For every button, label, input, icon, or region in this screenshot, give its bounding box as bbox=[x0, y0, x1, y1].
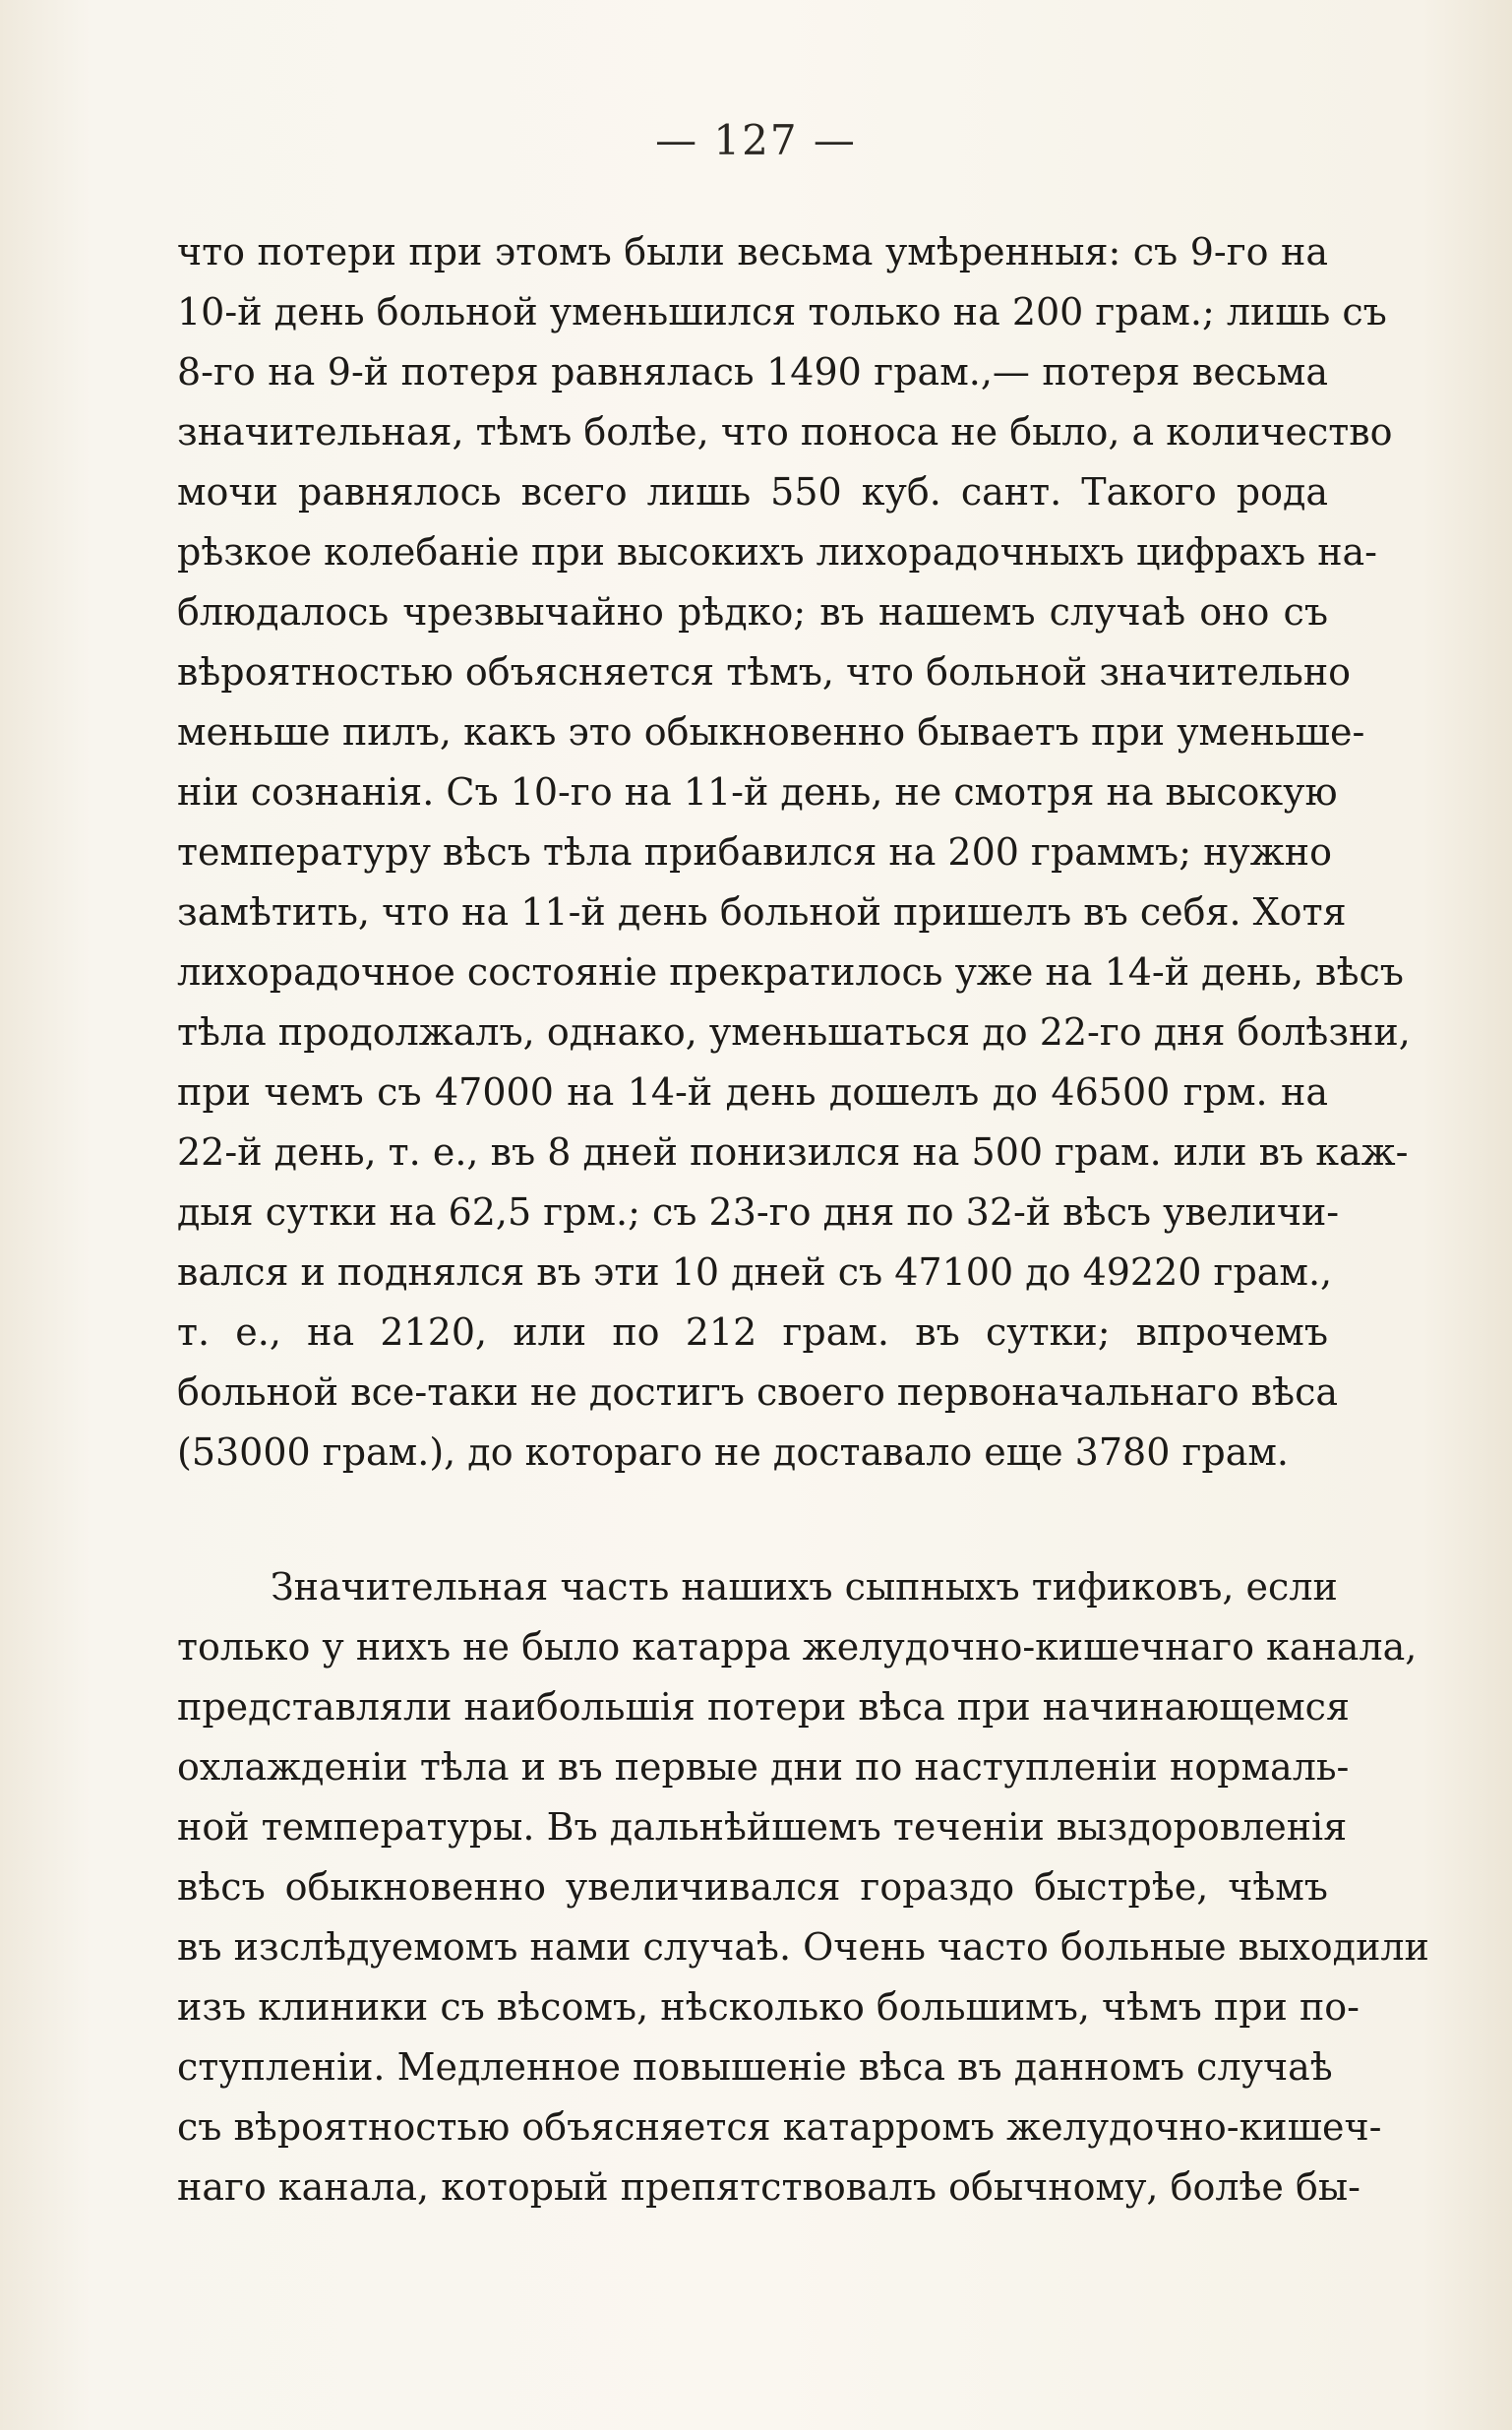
text-line: охлажденiи тѣла и въ первые дни по наступленiи нормаль- bbox=[177, 1745, 1350, 1789]
text-line: 22-й день, т. е., въ 8 дней понизился на 500 грам. или въ каж- bbox=[177, 1130, 1409, 1174]
text-line: температуру вѣсъ тѣла прибавился на 200 граммъ; нужно bbox=[177, 830, 1332, 874]
text-line: только у нихъ не было катарра желудочно-кишечнаго канала, bbox=[177, 1625, 1418, 1669]
text-line: (53000 грам.), до котораго не доставало еще 3780 грам. bbox=[177, 1430, 1289, 1474]
text-line: ступленiи. Медленное повышенiе вѣса въ данномъ случаѣ bbox=[177, 2045, 1333, 2089]
text-line: 8-го на 9-й потеря равнялась 1490 грам.,— потеря весьма bbox=[177, 350, 1328, 394]
text-line: блюдалось чрезвычайно рѣдко; въ нашемъ случаѣ оно съ bbox=[177, 590, 1328, 634]
text-line: ной температуры. Въ дальнѣйшемъ теченiи выздоровленiя bbox=[177, 1805, 1348, 1849]
paragraph-2 bbox=[177, 1557, 1429, 2217]
text-line: вался и поднялся въ эти 10 дней съ 47100 до 49220 грам., bbox=[177, 1250, 1333, 1294]
text-line: меньше пилъ, какъ это обыкновенно бываетъ при уменьше- bbox=[177, 710, 1365, 754]
text-line: больной все-таки не достигъ своего первоначальнаго вѣса bbox=[177, 1370, 1339, 1414]
text-line: тѣла продолжалъ, однако, уменьшаться до 22-го дня болѣзни, bbox=[177, 1010, 1411, 1054]
page-number: — 127 — bbox=[655, 116, 857, 164]
text-line: мочи равнялось всего лишь 550 куб. сант. Такого рода bbox=[177, 470, 1328, 514]
text-line: Значительная часть нашихъ сыпныхъ тификовъ, если bbox=[271, 1565, 1338, 1609]
text-line: вѣсъ обыкновенно увеличивался гораздо быстрѣе, чѣмъ bbox=[177, 1865, 1328, 1909]
text-line: значительная, тѣмъ болѣе, что поноса не было, а количество bbox=[177, 410, 1393, 454]
text-line: нiи сознанiя. Съ 10-го на 11-й день, не смотря на высокую bbox=[177, 770, 1338, 814]
text-line: при чемъ съ 47000 на 14-й день дошелъ до 46500 грм. на bbox=[177, 1070, 1328, 1114]
text-line: лихорадочное состоянiе прекратилось уже на 14-й день, вѣсъ bbox=[177, 950, 1404, 994]
text-line: въ изслѣдуемомъ нами случаѣ. Очень часто больные выходили bbox=[177, 1925, 1429, 1969]
text-line: вѣроятностью объясняется тѣмъ, что больной значительно bbox=[177, 650, 1352, 694]
text-line: дыя сутки на 62,5 грм.; съ 23-го дня по 32-й вѣсъ увеличи- bbox=[177, 1190, 1340, 1234]
paragraph-1 bbox=[177, 222, 1411, 1483]
text-line: замѣтить, что на 11-й день больной пришелъ въ себя. Хотя bbox=[177, 890, 1347, 934]
text-line: рѣзкое колебанiе при высокихъ лихорадочныхъ цифрахъ на- bbox=[177, 530, 1378, 574]
text-line: изъ клиники съ вѣсомъ, нѣсколько большимъ, чѣмъ при по- bbox=[177, 1985, 1361, 2029]
text-line: наго канала, который препятствовалъ обычному, болѣе бы- bbox=[177, 2165, 1361, 2209]
text-line: съ вѣроятностью объясняется катарромъ желудочно-кишеч- bbox=[177, 2105, 1382, 2149]
text-line: т. е., на 2120, или по 212 грам. въ сутки; впрочемъ bbox=[177, 1310, 1328, 1354]
text-line: представляли наибольшiя потери вѣса при начинающемся bbox=[177, 1685, 1350, 1729]
text-line: что потери при этомъ были весьма умѣренныя: съ 9-го на bbox=[177, 230, 1328, 273]
text-line: 10-й день больной уменьшился только на 200 грам.; лишь съ bbox=[177, 290, 1387, 334]
